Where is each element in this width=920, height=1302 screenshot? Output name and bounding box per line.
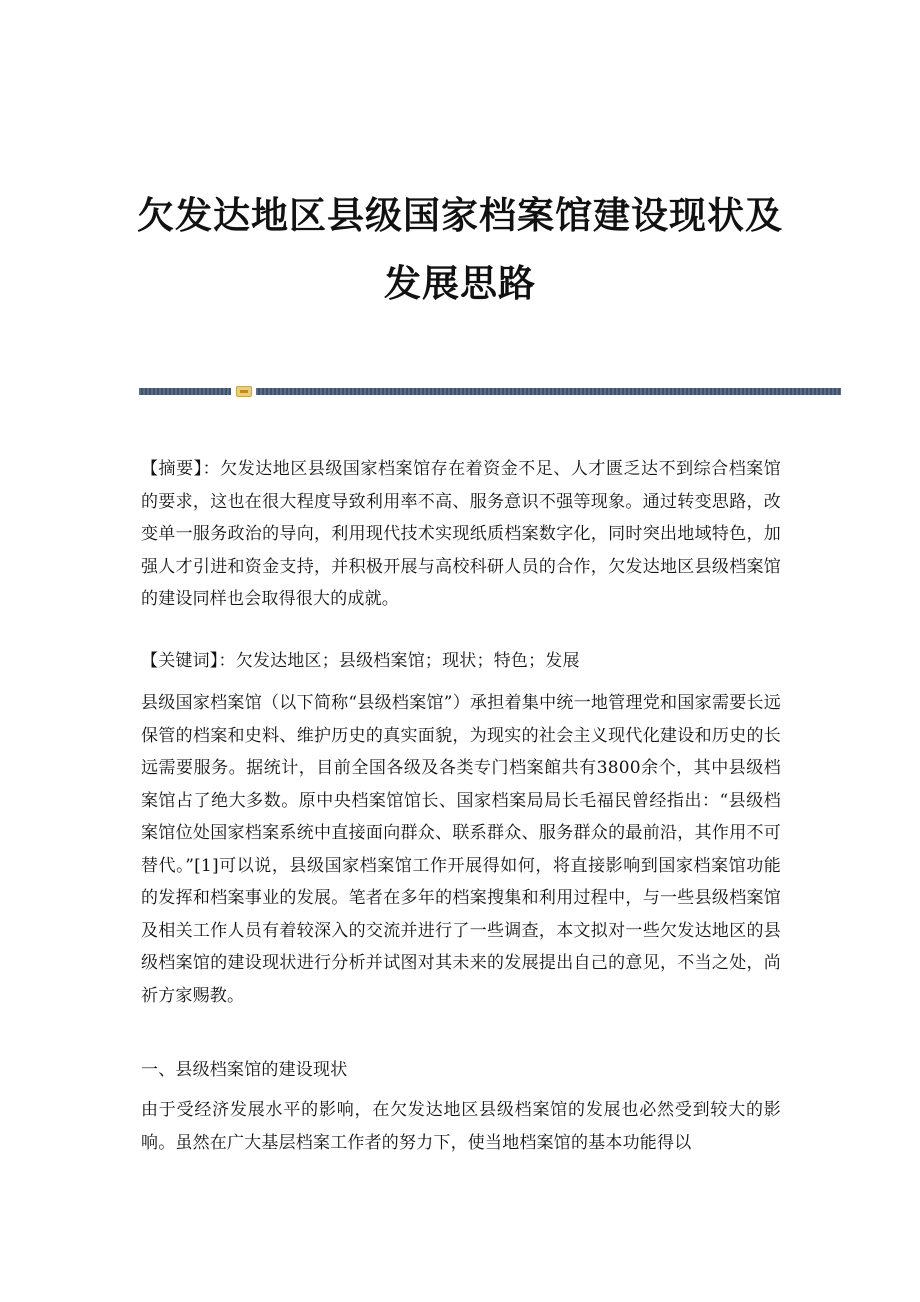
- keywords-paragraph: 【关键词】：欠发达地区；县级档案馆；现状；特色；发展: [141, 651, 580, 671]
- divider-ornament-icon: [236, 386, 252, 397]
- document-title-line-1: 欠发达地区县级国家档案馆建设现状及: [137, 193, 783, 237]
- abstract-paragraph: 【摘要】：欠发达地区县级国家档案馆存在着资金不足、人才匮乏达不到综合档案馆的要求，这也在很大程度导致利用率不高、服务意识不强等现象。通过转变思路，改变单一服务政治的导向，利用现代技术实现纸质档案数字化，同时突出地域特色，加强人才引进和资金支持，并积极开展与高校科研人员的合作，欠发达地区县级档案馆的建设同样也会取得很大的成就。: [141, 459, 781, 609]
- divider-bar-right: [256, 388, 841, 395]
- title-divider: [139, 386, 841, 396]
- section-1-heading: 一、县级档案馆的建设现状: [141, 1060, 348, 1080]
- divider-bar-left: [139, 388, 231, 395]
- section-1-paragraph: 由于受经济发展水平的影响，在欠发达地区县级档案馆的发展也必然受到较大的影响。虽然在广大基层档案工作者的努力下，使当地档案馆的基本功能得以: [141, 1100, 781, 1153]
- intro-paragraph: 县级国家档案馆（以下简称“县级档案馆”）承担着集中统一地管理党和国家需要长远保管的档案和史料、维护历史的真实面貌，为现实的社会主义现代化建设和历史的长远需要服务。据统计，目前全国各级及各类专门档案館共有3800余个，其中县级档案馆占了绝大多数。原中央档案馆馆长、国家档案局局长毛福民曾经指出：“县级档案馆位处国家档案系统中直接面向群众、联系群众、服务群众的最前沿，其作用不可替代。”[1]可以说，县级国家档案馆工作开展得如何，将直接影响到国家档案馆功能的发挥和档案事业的发展。笔者在多年的档案搜集和利用过程中，与一些县级档案馆及相关工作人员有着较深入的交流并进行了一些调查，本文拟对一些欠发达地区的县级档案馆的建设现状进行分析并试图对其未来的发展提出自己的意见，不当之处，尚祈方家赐教。: [141, 693, 781, 1006]
- document-title-line-2: 发展思路: [384, 261, 536, 305]
